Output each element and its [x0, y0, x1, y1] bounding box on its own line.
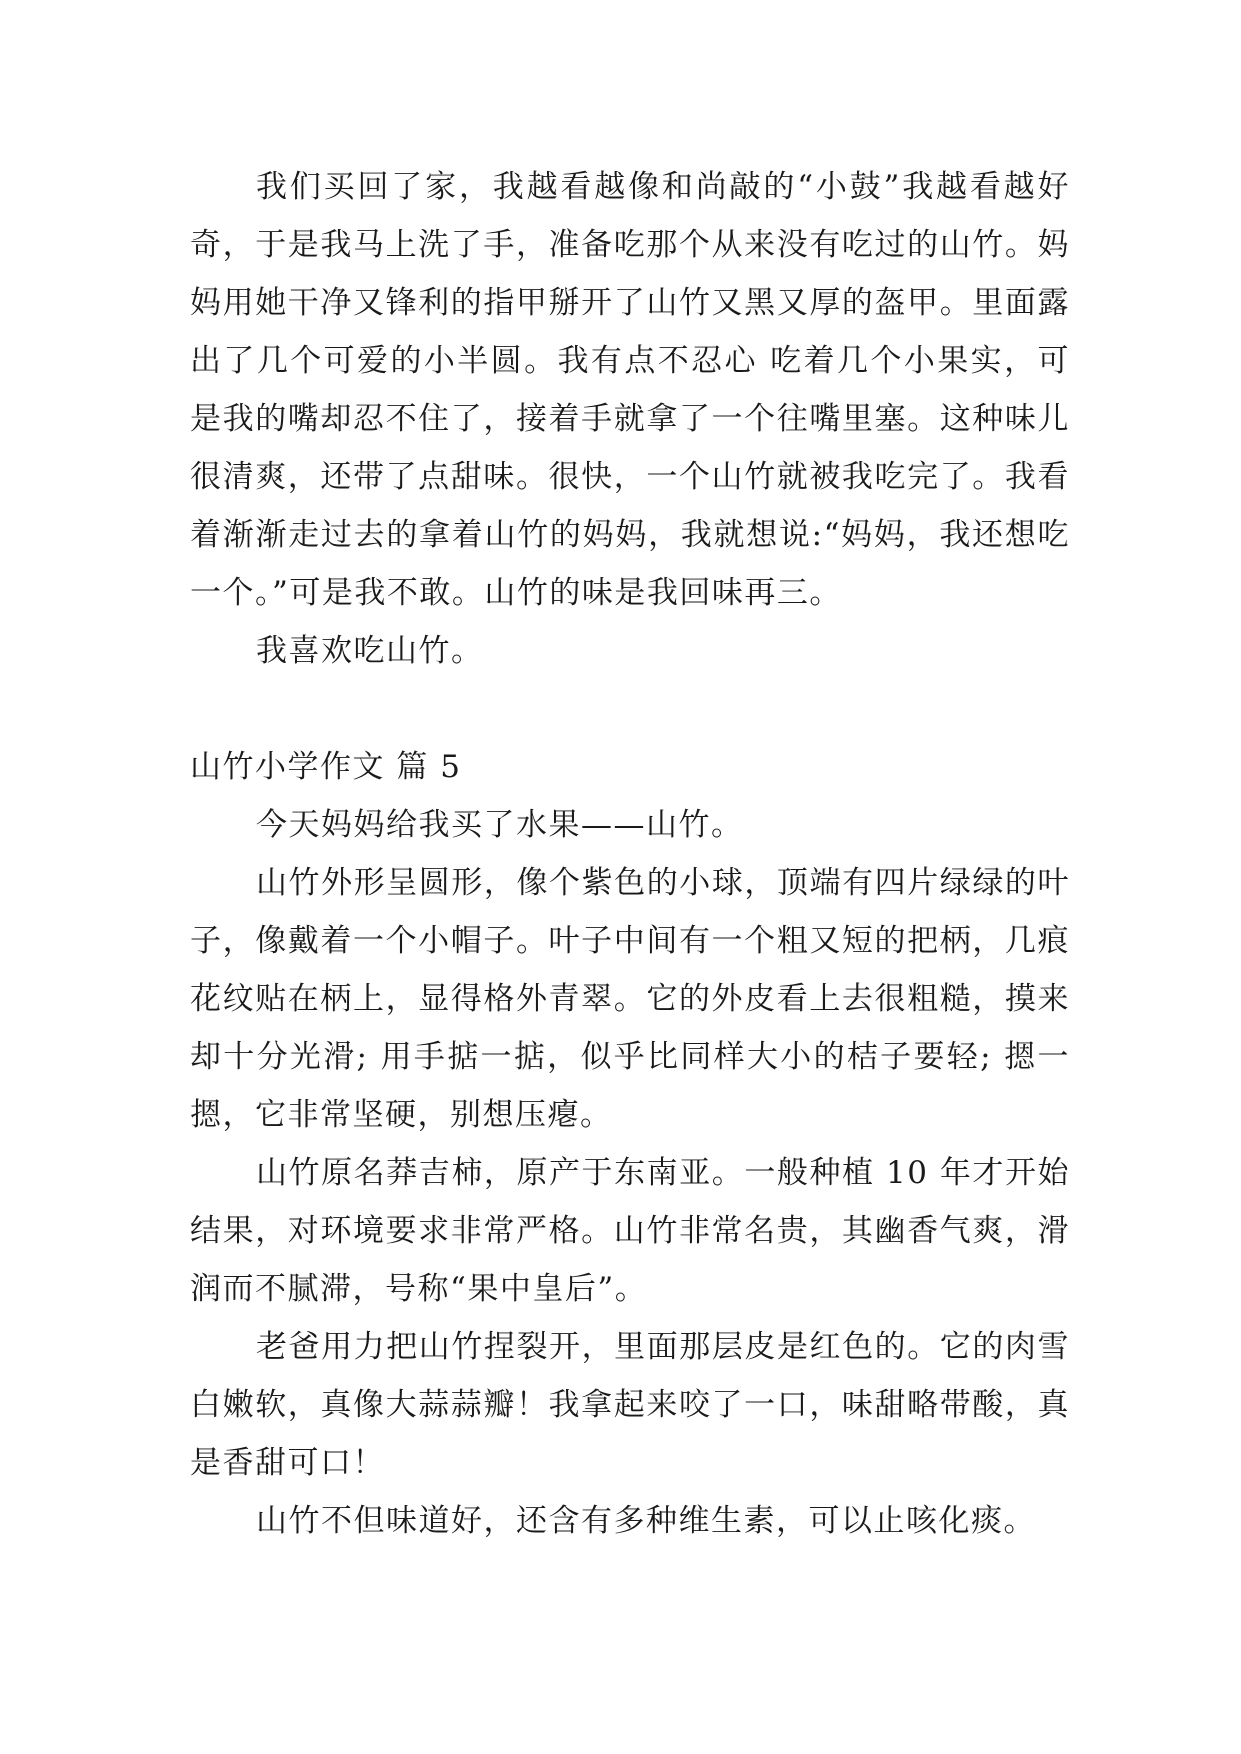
- section-gap: [190, 680, 1070, 738]
- paragraph: 山竹不但味道好，还含有多种维生素，可以止咳化痰。: [256, 1503, 1036, 1539]
- paragraph: 我们买回了家，我越看越像和尚敲的“小鼓”我越看越好奇，于是我马上洗了手，准备吃那个从来没有吃过的山竹。妈妈用她干净又锋利的指甲掰开了山竹又黑又厚的盔甲。里面露出了几个可爱的小半圆。我有点不忍心 吃着几个小果实，可是我的嘴却忍不住了，接着手就拿了一个往嘴里塞。这种味儿很清爽，还带了点甜味。很快，一个山竹就被我吃完了。我看着渐渐走过去的拿着山竹的妈妈，我就想说:“妈妈，我还想吃一个。”可是我不敢。山竹的味是我回味再三。: [190, 169, 1070, 611]
- paragraph: 我喜欢吃山竹。: [256, 633, 484, 669]
- document-page: [190, 158, 1070, 1550]
- paragraph: 老爸用力把山竹捏裂开，里面那层皮是红色的。它的肉雪白嫩软，真像大蒜蒜瓣！我拿起来咬了一口，味甜略带酸，真是香甜可口！: [190, 1329, 1070, 1481]
- paragraph: 今天妈妈给我买了水果——山竹。: [256, 807, 744, 843]
- section-heading: 山竹小学作文 篇 5: [190, 749, 462, 785]
- paragraph: 山竹外形呈圆形，像个紫色的小球，顶端有四片绿绿的叶子，像戴着一个小帽子。叶子中间有一个粗又短的把柄，几痕花纹贴在柄上，显得格外青翠。它的外皮看上去很粗糙，摸来却十分光滑; 用手掂一掂，似乎比同样大小的桔子要轻; 摁一摁，它非常坚硬，别想压瘪。: [190, 865, 1070, 1133]
- paragraph: 山竹原名莽吉柿，原产于东南亚。一般种植 10 年才开始结果，对环境要求非常严格。山竹非常名贵，其幽香气爽，滑润而不腻滞，号称“果中皇后”。: [190, 1155, 1070, 1307]
